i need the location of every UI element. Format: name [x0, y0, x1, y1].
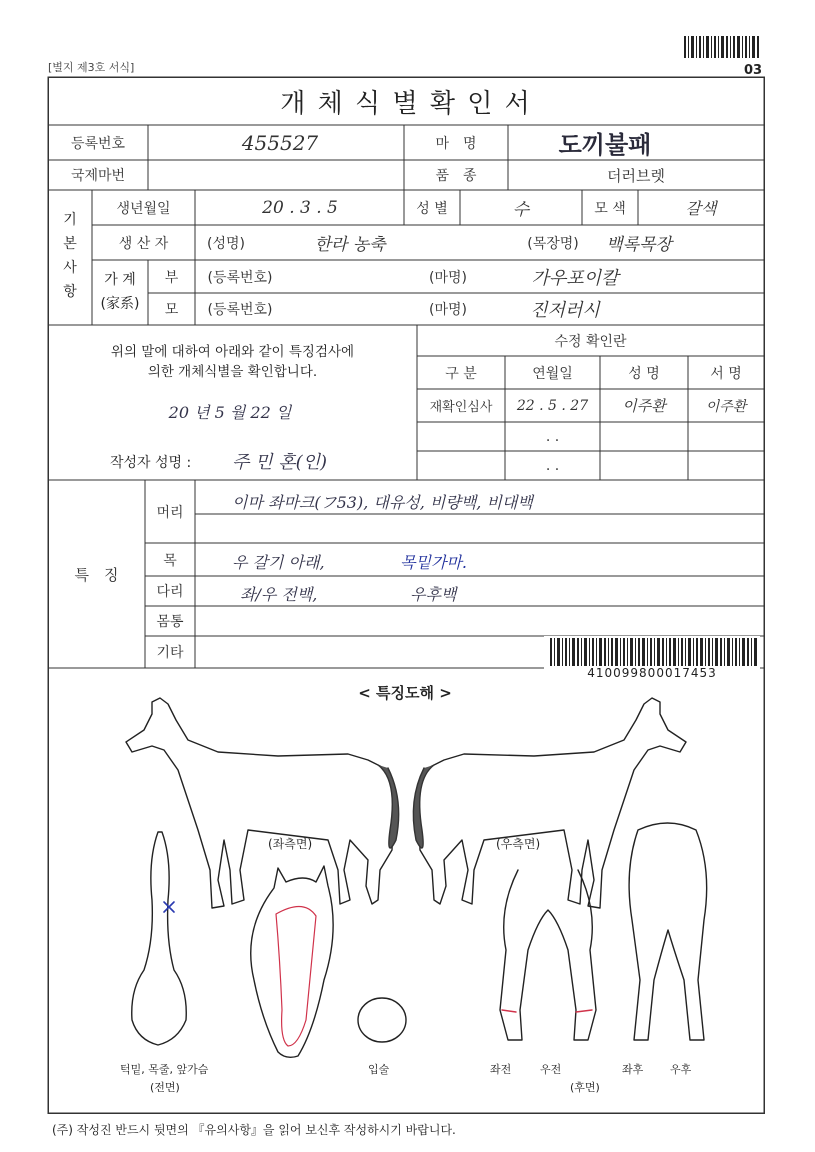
barcode-icon — [550, 638, 758, 666]
rear-caption: (후면) — [570, 1081, 600, 1094]
right-side-horse-icon — [413, 698, 686, 908]
breed-value: 더러브렛 — [607, 166, 665, 185]
sire-label: 부 — [164, 269, 179, 286]
front-legs-view-icon — [500, 870, 596, 1040]
horse-name-label: 마 명 — [435, 135, 477, 152]
head-label: 머리 — [156, 504, 184, 521]
legs-label: 다리 — [156, 584, 184, 600]
col-kind: 구 분 — [445, 365, 477, 382]
revision-date-3: . . — [545, 457, 560, 474]
ranch-label: (목장명) — [527, 235, 579, 252]
neck-value: 우 갈기 아래, — [232, 553, 325, 572]
left-fore-caption: 좌전 — [490, 1063, 512, 1076]
reg-no-value: 455527 — [241, 130, 319, 155]
right-side-caption: (우측면) — [496, 837, 541, 851]
form-tag: [별지 제3호 서식] — [48, 61, 135, 74]
legs-value-2: 우후백 — [410, 585, 457, 604]
front-caption-2: (전면) — [150, 1081, 180, 1094]
barcode-number: 410099800017453 — [587, 666, 717, 680]
ranch-value: 백록목장 — [606, 235, 672, 255]
other-label: 기타 — [156, 645, 184, 661]
dam-reg-label: (등록번호) — [207, 302, 273, 318]
sex-value: 수 — [512, 200, 530, 220]
head-front-view-icon — [251, 866, 333, 1057]
color-label: 모 색 — [594, 200, 626, 217]
color-value: 갈색 — [685, 199, 717, 218]
sire-name-label: (마명) — [429, 269, 467, 286]
writer-label: 작성자 성명 : — [110, 455, 192, 471]
revision-sign: 이주환 — [705, 398, 747, 415]
intl-no-label: 국제마번 — [70, 168, 126, 184]
lip-caption: 입술 — [368, 1063, 390, 1076]
col-date: 연월일 — [532, 365, 573, 382]
left-hind-caption: 좌후 — [622, 1063, 644, 1076]
right-hind-caption: 우후 — [670, 1063, 692, 1076]
basic-info-side-label — [48, 208, 92, 304]
footer-note: (주) 작성진 반드시 뒷면의 『유의사항』을 읽어 보신후 작성하시기 바랍니다. — [52, 1123, 456, 1137]
side-char: 기 — [63, 212, 77, 228]
barcode-sticker — [544, 636, 760, 682]
revision-kind: 재확인심사 — [429, 400, 493, 415]
sire-value: 가우포이칼 — [531, 267, 619, 289]
dam-label: 모 — [164, 302, 179, 318]
producer-name-label: (성명) — [207, 235, 245, 252]
col-name: 성 명 — [628, 365, 660, 382]
revision-name: 이주환 — [622, 397, 666, 415]
diagram-title: < 특징도해 > — [358, 684, 452, 702]
revision-title: 수정 확인란 — [554, 333, 627, 350]
document-title: 개 체 식 별 확 인 서 — [280, 89, 532, 119]
legs-value: 좌/우 전백, — [240, 585, 318, 604]
birth-value: 20 . 3 . 5 — [262, 197, 338, 218]
page-number: 03 — [744, 63, 763, 78]
neck-label: 목 — [163, 552, 177, 569]
horse-diagram — [48, 690, 764, 1110]
sex-label: 성 별 — [416, 200, 448, 217]
front-caption: 턱밑, 목줄, 앞가슴 — [120, 1063, 209, 1076]
side-char: 항 — [63, 284, 77, 300]
revision-date: 22 . 5 . 27 — [516, 397, 589, 414]
front-neck-view-icon — [132, 832, 187, 1045]
body-label: 몸통 — [156, 614, 184, 630]
intl-no-value — [148, 160, 404, 190]
horse-name-value: 도끼불패 — [558, 131, 652, 159]
side-char: 사 — [63, 260, 77, 276]
left-side-horse-icon — [126, 698, 399, 908]
rear-view-horse-icon — [629, 823, 707, 1040]
dam-name-label: (마명) — [429, 302, 467, 318]
breed-label: 품 종 — [435, 168, 477, 184]
producer-value: 한라 농축 — [314, 235, 386, 255]
revision-date-2: . . — [545, 428, 560, 445]
producer-label: 생 산 자 — [118, 235, 169, 252]
right-fore-caption: 우전 — [540, 1063, 562, 1076]
confirm-statement-2: 의한 개체식별을 확인합니다. — [147, 364, 318, 380]
confirm-date: 20 년 5 월 22 일 — [168, 403, 292, 422]
reg-no-label: 등록번호 — [70, 135, 126, 152]
birth-label: 생년월일 — [116, 200, 171, 217]
confirm-statement-1: 위의 말에 대하여 아래와 같이 특징검사에 — [110, 344, 355, 360]
writer-value: 주 민 혼(인) — [232, 452, 328, 473]
head-value: 이마 좌마크(フ53), 대유성, 비량백, 비대백 — [232, 493, 533, 512]
sire-reg-label: (등록번호) — [207, 269, 273, 286]
side-char: 본 — [63, 236, 77, 252]
neck-value-2: 목밑가마. — [400, 553, 467, 572]
col-sign: 서 명 — [710, 365, 742, 382]
lip-icon — [358, 998, 406, 1042]
lineage-label — [92, 268, 148, 316]
lineage-label-2: (家系) — [100, 296, 140, 312]
lineage-label-1: 가 계 — [104, 272, 136, 288]
left-side-caption: (좌측면) — [268, 837, 313, 851]
dam-value: 진저러시 — [530, 300, 600, 321]
features-section-label: 특 징 — [74, 565, 119, 584]
